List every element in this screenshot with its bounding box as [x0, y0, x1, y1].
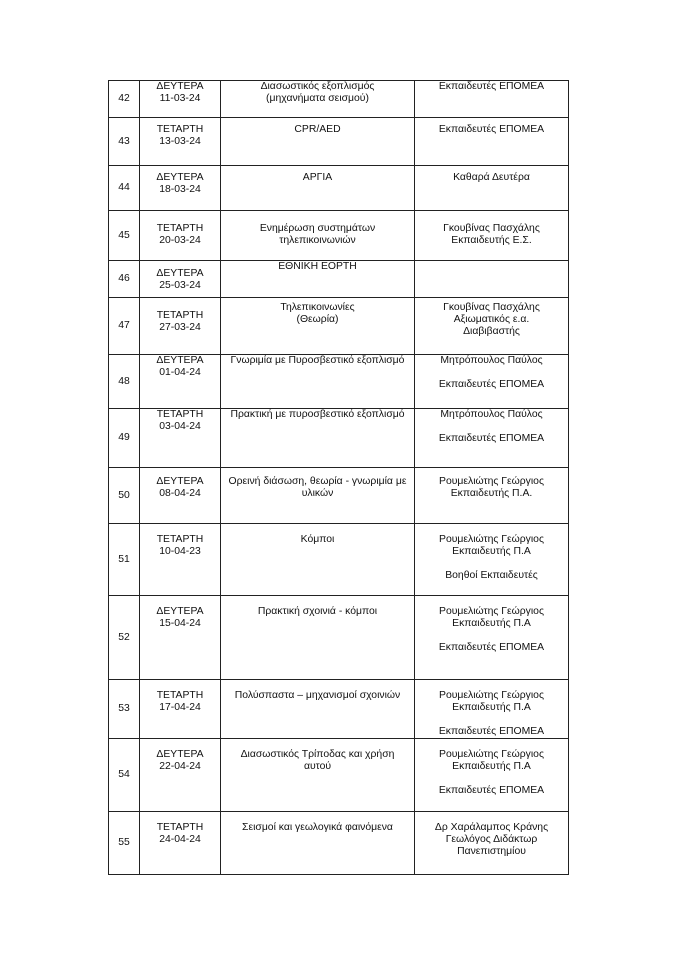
day-date-cell: [140, 211, 221, 261]
row-number: 46: [109, 261, 140, 298]
instructor-line: [417, 773, 566, 785]
day-date-cell: [140, 596, 221, 680]
topic-line: Διασωστικός Τρίποδας και χρήση: [240, 749, 395, 760]
table-row: [109, 468, 569, 524]
day-date-cell: [140, 166, 221, 211]
topic-line: Διασωστικός εξοπλισμός: [260, 81, 375, 92]
topic-line: υλικών: [301, 488, 334, 499]
instructor-cell: [415, 81, 569, 118]
date: 13-03-24: [159, 136, 201, 147]
row-number: 53: [109, 680, 140, 739]
topic-line: αυτού: [303, 761, 332, 772]
instructor-line: Εκπαιδευτές ΕΠΟΜΕΑ: [438, 379, 545, 390]
day-date-cell: [140, 812, 221, 875]
instructor-line: Γκουβίνας Πασχάλης: [443, 302, 540, 313]
date: 11-03-24: [159, 93, 201, 104]
weekday: ΤΕΤΑΡΤΗ: [156, 690, 204, 701]
weekday: ΤΕΤΑΡΤΗ: [156, 124, 204, 135]
date: 15-04-24: [159, 618, 201, 629]
topic-cell: [221, 261, 415, 298]
table-row: [109, 739, 569, 812]
row-number: 44: [109, 166, 140, 211]
instructor-line: Ρουμελιώτης Γεώργιος: [439, 534, 544, 545]
day-date-cell: [140, 409, 221, 468]
instructor-line: Μητρόπουλος Παύλος: [440, 355, 543, 366]
topic-cell: [221, 596, 415, 680]
instructor-line: Ρουμελιώτης Γεώργιος: [439, 476, 544, 487]
date: 03-04-24: [159, 421, 201, 432]
instructor-cell: [415, 524, 569, 596]
instructor-cell: [415, 211, 569, 261]
instructor-cell: [415, 812, 569, 875]
topic-cell: [221, 409, 415, 468]
instructor-line: Ρουμελιώτης Γεώργιος: [439, 690, 544, 701]
instructor-line: [417, 714, 566, 726]
instructor-line: Εκπαιδευτής Π.Α.: [450, 488, 533, 499]
instructor-line: Εκπαιδευτής Π.Α: [452, 761, 531, 772]
weekday: ΤΕΤΑΡΤΗ: [156, 409, 204, 420]
instructor-line: [417, 367, 566, 379]
date: 08-04-24: [159, 488, 201, 499]
row-number: 47: [109, 298, 140, 355]
weekday: ΔΕΥΤΕΡΑ: [156, 268, 204, 279]
instructor-line: [417, 421, 566, 433]
date: 24-04-24: [159, 834, 201, 845]
row-number: 54: [109, 739, 140, 812]
day-date-cell: [140, 81, 221, 118]
date: 01-04-24: [159, 367, 201, 378]
topic-cell: [221, 739, 415, 812]
weekday: ΔΕΥΤΕΡΑ: [156, 476, 204, 487]
topic-cell: [221, 81, 415, 118]
table-row: [109, 409, 569, 468]
instructor-line: Μητρόπουλος Παύλος: [440, 409, 543, 420]
weekday: ΔΕΥΤΕΡΑ: [156, 355, 204, 366]
table-row: [109, 261, 569, 298]
row-number: 42: [109, 81, 140, 118]
day-date-cell: [140, 298, 221, 355]
instructor-line: [417, 630, 566, 642]
table-row: [109, 81, 569, 118]
table-row: [109, 680, 569, 739]
topic-line: (Θεωρία): [296, 314, 339, 325]
instructor-line: Εκπαιδευτές ΕΠΟΜΕΑ: [438, 81, 545, 92]
topic-cell: [221, 812, 415, 875]
row-number: 43: [109, 118, 140, 166]
instructor-line: Καθαρά Δευτέρα: [453, 172, 530, 183]
weekday: ΤΕΤΑΡΤΗ: [156, 822, 204, 833]
instructor-line: Διαβιβαστής: [463, 326, 520, 337]
date: 22-04-24: [159, 761, 201, 772]
day-date-cell: [140, 739, 221, 812]
instructor-line: Βοηθοί Εκπαιδευτές: [445, 570, 538, 581]
weekday: ΤΕΤΑΡΤΗ: [156, 534, 204, 545]
instructor-cell: [415, 355, 569, 409]
weekday: ΔΕΥΤΕΡΑ: [156, 81, 204, 92]
date: 27-03-24: [159, 322, 201, 333]
topic-line: Σεισμοί και γεωλογικά φαινόμενα: [242, 822, 393, 833]
topic-line: CPR/AED: [294, 124, 341, 135]
day-date-cell: [140, 524, 221, 596]
instructor-cell: [415, 118, 569, 166]
topic-line: τηλεπικοινωνιών: [279, 235, 356, 246]
row-number: 55: [109, 812, 140, 875]
date: 20-03-24: [159, 235, 201, 246]
weekday: ΔΕΥΤΕΡΑ: [156, 606, 204, 617]
table-row: [109, 524, 569, 596]
schedule-table: [108, 80, 569, 875]
topic-line: Πρακτική σχοινιά - κόμποι: [257, 606, 378, 617]
topic-line: (μηχανήματα σεισμού): [266, 93, 369, 104]
instructor-line: Πανεπιστημίου: [457, 846, 526, 857]
instructor-line: Γκουβίνας Πασχάλης: [443, 223, 540, 234]
day-date-cell: [140, 261, 221, 298]
topic-line: Κόμποι: [300, 534, 335, 545]
table-row: [109, 166, 569, 211]
instructor-cell: [415, 261, 569, 298]
topic-line: ΕΘΝΙΚΗ ΕΟΡΤΗ: [278, 261, 357, 272]
instructor-line: Εκπαιδευτές ΕΠΟΜΕΑ: [438, 726, 545, 737]
day-date-cell: [140, 118, 221, 166]
instructor-line: Αξιωματικός ε.α.: [453, 314, 530, 325]
weekday: ΔΕΥΤΕΡΑ: [156, 172, 204, 183]
topic-cell: [221, 524, 415, 596]
instructor-line: Εκπαιδευτής Ε.Σ.: [451, 235, 532, 246]
instructor-line: Εκπαιδευτές ΕΠΟΜΕΑ: [438, 124, 545, 135]
topic-cell: [221, 166, 415, 211]
date: 10-04-23: [159, 546, 201, 557]
topic-cell: [221, 211, 415, 261]
instructor-cell: [415, 739, 569, 812]
row-number: 49: [109, 409, 140, 468]
instructor-cell: [415, 409, 569, 468]
instructor-line: Εκπαιδευτής Π.Α: [452, 702, 531, 713]
instructor-line: Ρουμελιώτης Γεώργιος: [439, 749, 544, 760]
date: 18-03-24: [159, 184, 201, 195]
instructor-line: Δρ Χαράλαμπος Κράνης: [434, 822, 549, 833]
topic-line: Τηλεπικοινωνίες: [280, 302, 355, 313]
date: 17-04-24: [159, 702, 201, 713]
table-row: [109, 298, 569, 355]
table-row: [109, 596, 569, 680]
instructor-line: Εκπαιδευτές ΕΠΟΜΕΑ: [438, 785, 545, 796]
date: 25-03-24: [159, 280, 201, 291]
topic-line: Πρακτική με πυροσβεστικό εξοπλισμό: [230, 409, 405, 420]
day-date-cell: [140, 680, 221, 739]
row-number: 50: [109, 468, 140, 524]
table-row: [109, 211, 569, 261]
instructor-line: Ρουμελιώτης Γεώργιος: [439, 606, 544, 617]
topic-cell: [221, 468, 415, 524]
instructor-line: [417, 558, 566, 570]
row-number: 52: [109, 596, 140, 680]
weekday: ΤΕΤΑΡΤΗ: [156, 223, 204, 234]
topic-line: Ορεινή διάσωση, θεωρία - γνωριμία με: [228, 476, 407, 487]
topic-cell: [221, 355, 415, 409]
topic-cell: [221, 118, 415, 166]
instructor-cell: [415, 468, 569, 524]
row-number: 51: [109, 524, 140, 596]
topic-line: Ενημέρωση συστημάτων: [259, 223, 376, 234]
weekday: ΤΕΤΑΡΤΗ: [156, 310, 204, 321]
instructor-cell: [415, 596, 569, 680]
instructor-cell: [415, 680, 569, 739]
instructor-line: Εκπαιδευτές ΕΠΟΜΕΑ: [438, 642, 545, 653]
table-row: [109, 812, 569, 875]
topic-line: ΑΡΓΙΑ: [302, 172, 333, 183]
instructor-line: Γεωλόγος Διδάκτωρ: [445, 834, 538, 845]
instructor-line: Εκπαιδευτής Π.Α: [452, 618, 531, 629]
instructor-line: Εκπαιδευτής Π.Α: [452, 546, 531, 557]
table-row: [109, 118, 569, 166]
topic-line: Γνωριμία με Πυροσβεστικό εξοπλισμό: [230, 355, 405, 366]
weekday: ΔΕΥΤΕΡΑ: [156, 749, 204, 760]
row-number: 45: [109, 211, 140, 261]
table-row: [109, 355, 569, 409]
topic-line: Πολύσπαστα – μηχανισμοί σχοινιών: [234, 690, 401, 701]
instructor-cell: [415, 166, 569, 211]
day-date-cell: [140, 468, 221, 524]
instructor-line: Εκπαιδευτές ΕΠΟΜΕΑ: [438, 433, 545, 444]
day-date-cell: [140, 355, 221, 409]
topic-cell: [221, 298, 415, 355]
instructor-cell: [415, 298, 569, 355]
topic-cell: [221, 680, 415, 739]
row-number: 48: [109, 355, 140, 409]
